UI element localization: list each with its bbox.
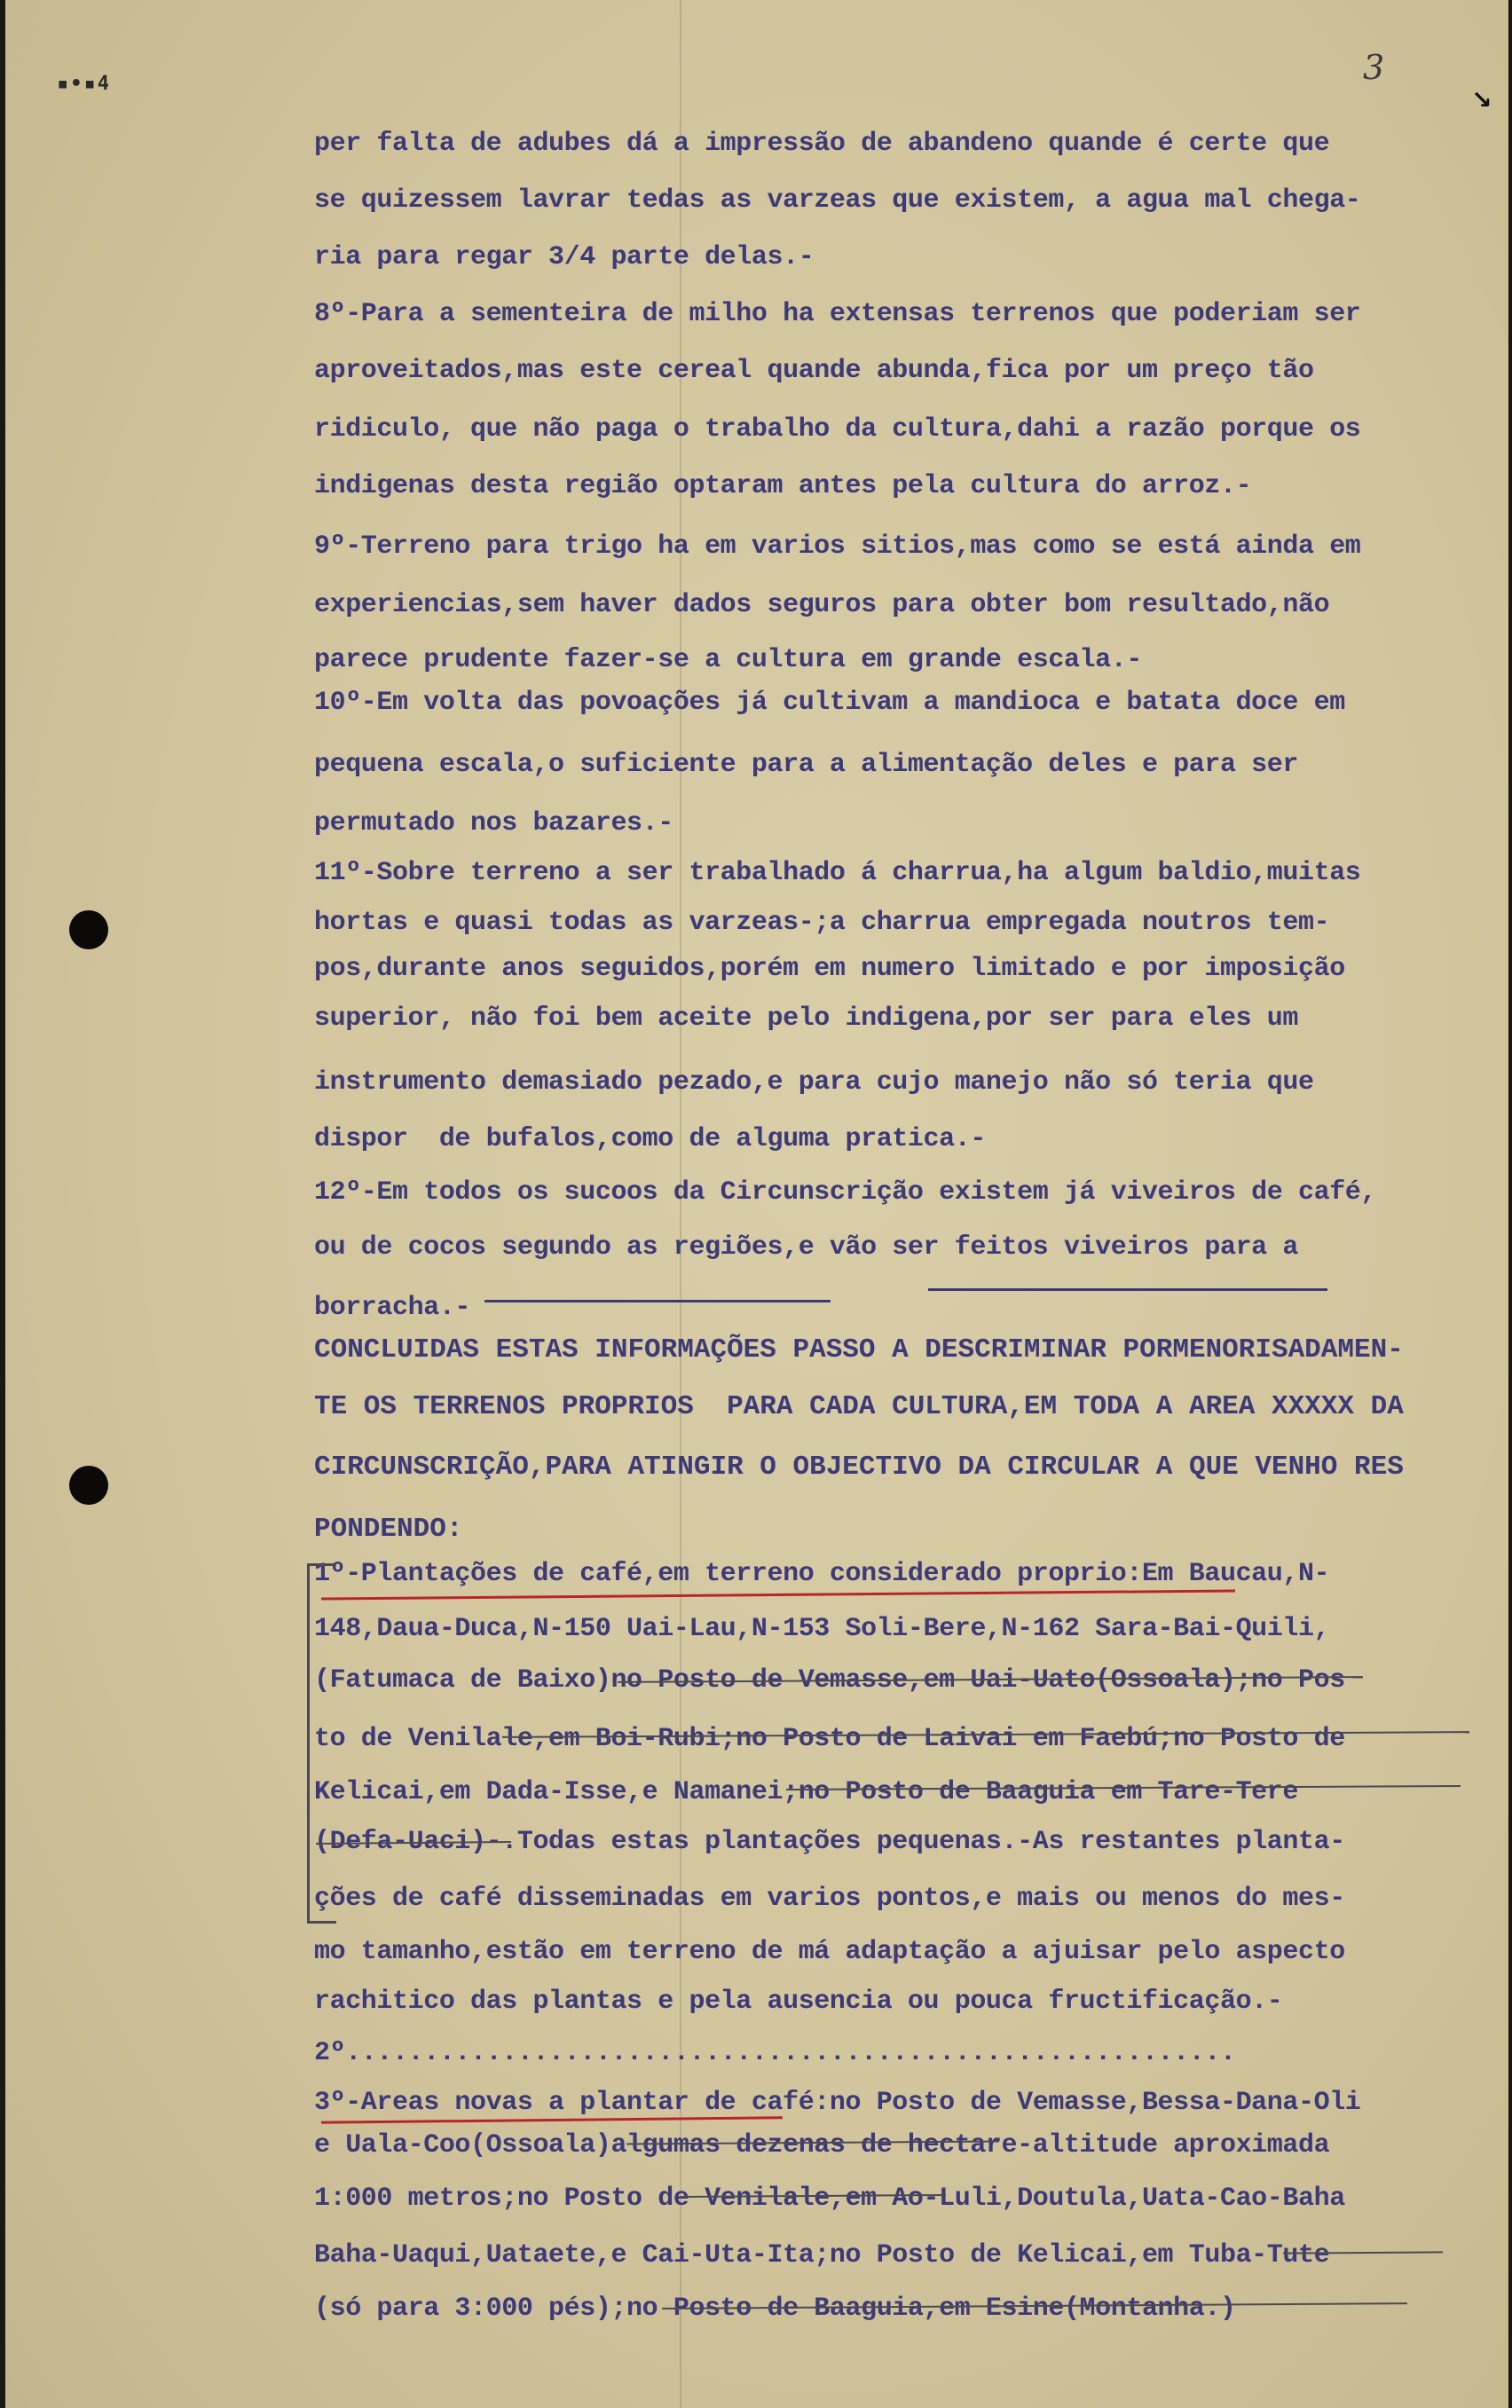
text-line: se quizessem lavrar tedas as varzeas que existem, a agua mal chega- (314, 185, 1361, 216)
underline-rule-right (928, 1288, 1327, 1291)
page-number: 3 (1363, 48, 1385, 87)
document-page (5, 0, 1508, 2408)
text-line: ria para regar 3/4 parte delas.- (314, 242, 815, 272)
text-line: mo tamanho,estão em terreno de má adaptação a ajuisar pelo aspecto (314, 1937, 1345, 1967)
text-line: (Defa-Uaci)-.Todas estas plantações pequenas.-As restantes planta- (314, 1827, 1345, 1857)
text-line: borracha.- (314, 1293, 471, 1323)
text-line: pos,durante anos seguidos,porém em numero limitado e por imposição (314, 954, 1345, 984)
text-line: 1º-Plantações de café,em terreno considerado proprio:Em Baucau,N- (314, 1559, 1330, 1589)
text-line: e Uala-Coo(Ossoala)algumas dezenas de hectare-altitude aproximada (314, 2130, 1330, 2160)
text-line: 1:000 metros;no Posto de Venilale,em Ao-Luli,Doutula,Uata-Cao-Baha (314, 2184, 1345, 2214)
punch-hole-top (69, 910, 108, 949)
text-line: 11º-Sobre terreno a ser trabalhado á charrua,ha algum baldio,muitas (314, 858, 1361, 888)
text-line: to de Venilale,em Boi-Rubi;no Posto de Laivai em Faebú;no Posto de (314, 1724, 1345, 1754)
underline-rule-left (484, 1300, 831, 1302)
caps-line: CIRCUNSCRIÇÃO,PARA ATINGIR O OBJECTIVO DA CIRCULAR A QUE VENHO RES (314, 1452, 1404, 1483)
text-line: experiencias,sem haver dados seguros para obter bom resultado,não (314, 590, 1330, 620)
text-line: superior, não foi bem aceite pelo indigena,por ser para eles um (314, 1003, 1298, 1034)
text-line: indigenas desta região optaram antes pela cultura do arroz.- (314, 471, 1252, 501)
punch-hole-bottom (69, 1466, 108, 1505)
text-line: (Fatumaca de Baixo)no Posto de Vemasse,em Uai-Uato(Ossoala);no Pos (314, 1665, 1345, 1696)
text-line: ções de café disseminadas em varios pontos,e mais ou menos do mes- (314, 1884, 1345, 1914)
text-line: ou de cocos segundo as regiões,e vão ser feitos viveiros para a (314, 1232, 1298, 1263)
text-line: dispor de bufalos,como de alguma pratica.- (314, 1124, 986, 1154)
text-line: Kelicai,em Dada-Isse,e Namanei;no Posto de Baaguia em Tare-Tere (314, 1777, 1298, 1807)
text-line: per falta de adubes dá a impressão de abandeno quande é certe que (314, 129, 1330, 159)
corner-marks: ▪•▪4 (57, 73, 111, 95)
text-line: ridiculo, que não paga o trabalho da cultura,dahi a razão porque os (314, 414, 1361, 445)
text-line: instrumento demasiado pezado,e para cujo manejo não só teria que (314, 1067, 1314, 1098)
corner-tick-mark: ↘ (1471, 85, 1492, 114)
text-line: Baha-Uaqui,Uataete,e Cai-Uta-Ita;no Posto de Kelicai,em Tuba-Tute (314, 2240, 1330, 2270)
text-line: aproveitados,mas este cereal quande abunda,fica por um preço tão (314, 356, 1314, 386)
pencil-strike (1283, 2251, 1443, 2254)
text-line: hortas e quasi todas as varzeas-;a charrua empregada noutros tem- (314, 908, 1330, 938)
text-line: 10º-Em volta das povoações já cultivam a mandioca e batata doce em (314, 688, 1345, 718)
text-line: 148,Daua-Duca,N-150 Uai-Lau,N-153 Soli-Bere,N-162 Sara-Bai-Quili, (314, 1614, 1330, 1644)
text-line: 12º-Em todos os sucoos da Circunscrição existem já viveiros de café, (314, 1177, 1376, 1208)
text-line: 8º-Para a sementeira de milho ha extensas terrenos que poderiam ser (314, 299, 1361, 329)
text-line: rachitico das plantas e pela ausencia ou pouca fructificação.- (314, 1987, 1283, 2017)
text-line: parece prudente fazer-se a cultura em grande escala.- (314, 645, 1142, 675)
caps-line: TE OS TERRENOS PROPRIOS PARA CADA CULTURA,EM TODA A AREA XXXXX DA (314, 1391, 1404, 1422)
text-line: permutado nos bazares.- (314, 808, 673, 838)
text-line: 3º-Areas novas a plantar de café:no Posto de Vemasse,Bessa-Dana-Oli (314, 2088, 1361, 2118)
pencil-bracket-item-1 (307, 1563, 336, 1924)
text-line: 2º......................................................... (314, 2038, 1236, 2068)
text-line: (só para 3:000 pés);no Posto de Baaguia,em Esine(Montanha.) (314, 2294, 1236, 2324)
text-line: 9º-Terreno para trigo ha em varios sitios,mas como se está ainda em (314, 531, 1361, 562)
caps-line: PONDENDO: (314, 1514, 463, 1545)
text-line: pequena escala,o suficiente para a alimentação deles e para ser (314, 750, 1298, 780)
caps-line: CONCLUIDAS ESTAS INFORMAÇÕES PASSO A DESCRIMINAR PORMENORISADAMEN- (314, 1334, 1404, 1365)
